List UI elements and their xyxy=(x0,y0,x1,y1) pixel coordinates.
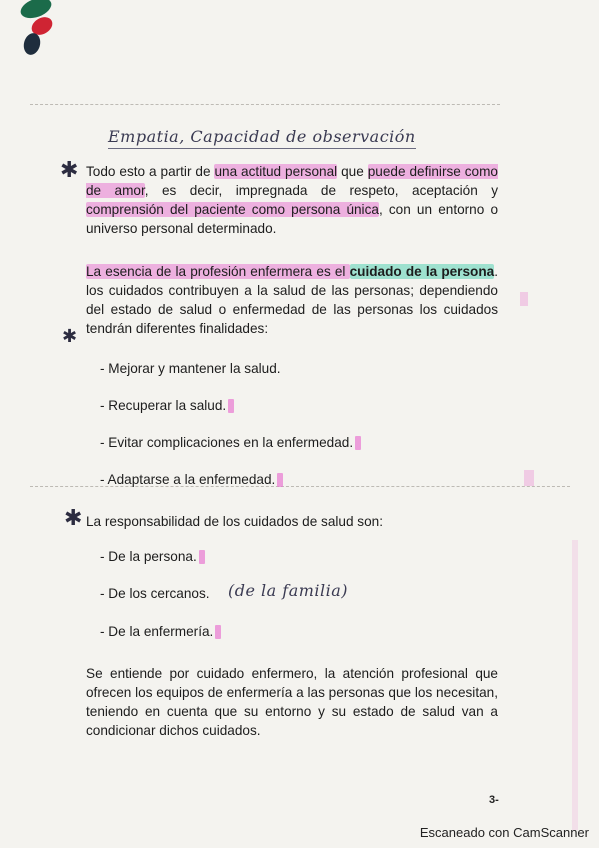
text-segment: La esencia de la profesión enfermera es el xyxy=(86,264,350,279)
highlight-mark xyxy=(215,625,221,639)
list-item: - De los cercanos. xyxy=(100,586,210,601)
asterisk-mark-icon: ✱ xyxy=(60,158,79,183)
list-item: - Recuperar la salud. xyxy=(100,397,234,415)
text-segment: comprensión del paciente como persona única xyxy=(86,202,379,217)
page-number: 3- xyxy=(489,794,499,806)
list-item: - Mejorar y mantener la salud. xyxy=(100,361,281,376)
text-segment: puede definirse como de amor xyxy=(86,164,498,198)
ink-bleed-mark xyxy=(520,292,528,306)
responsabilidad-intro: La responsabilidad de los cuidados de salud son: xyxy=(86,514,384,529)
ink-bleed-mark xyxy=(572,540,578,830)
paragraph-esencia xyxy=(86,262,498,338)
list-item: - De la persona. xyxy=(100,548,205,566)
text-segment: , con un entorno o universo personal determinado. xyxy=(86,202,499,236)
text-segment: que xyxy=(337,164,368,179)
list-item: - Adaptarse a la enfermedad. xyxy=(100,471,283,489)
list-item: - De la enfermería. xyxy=(100,623,221,641)
paragraph-cuidado-enfermero: Se entiende por cuidado enfermero, la atención profesional que ofrecen los equipos de enfermería a las personas que los necesitan, teniendo en cuenta que su entorno y su estado de salud van a condicionar dichos cuidados. xyxy=(86,666,498,738)
ink-bleed-mark xyxy=(524,470,534,486)
handwritten-annotation: (de la familia) xyxy=(228,581,349,600)
logo-fragment-icon xyxy=(18,0,68,62)
scan-artifact-line-top xyxy=(30,104,500,105)
highlight-mark xyxy=(355,436,361,450)
asterisk-mark-icon: ✱ xyxy=(64,506,83,531)
text-segment: . los cuidados contribuyen a la salud de las personas; dependiendo del estado de salud o enfermedad de las personas los cuidados tendrán diferentes finalidades: xyxy=(86,264,498,336)
text-segment: Todo esto a partir de xyxy=(86,164,215,179)
highlight-mark xyxy=(228,399,234,413)
highlight-mark xyxy=(277,473,283,487)
text-segment: cuidado de la persona xyxy=(349,264,495,279)
asterisk-mark-icon: ✱ xyxy=(62,326,78,347)
text-segment: una actitud personal xyxy=(214,164,338,179)
scanner-watermark: Escaneado con CamScanner xyxy=(419,825,589,840)
text-segment: , es decir, impregnada de respeto, aceptación y xyxy=(144,183,498,198)
handwritten-heading: Empatia, Capacidad de observación xyxy=(108,127,416,149)
paragraph-actitud xyxy=(86,162,498,238)
highlight-mark xyxy=(199,550,205,564)
list-item: - Evitar complicaciones en la enfermedad. xyxy=(100,434,361,452)
